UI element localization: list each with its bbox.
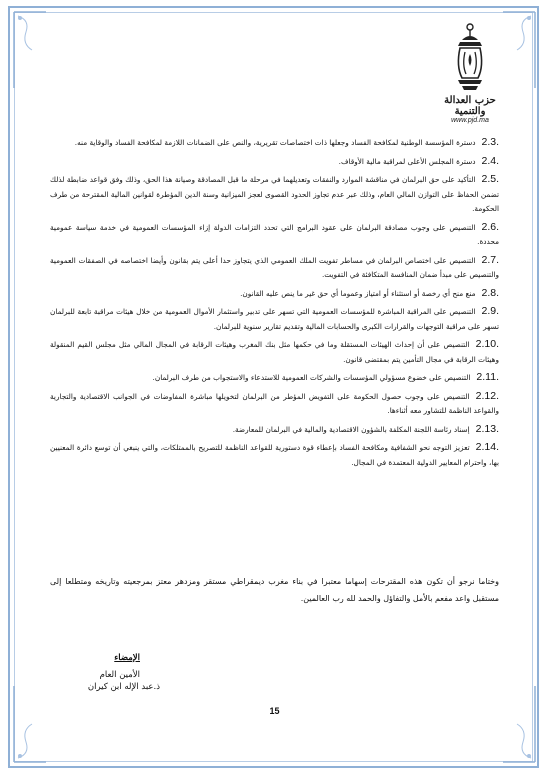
corner-ornament-icon bbox=[501, 684, 537, 764]
proposal-text: التنصيص على اختصاص البرلمان في مساطر تفويت الملك العمومي الذي يتجاوز حدا أعلى يتم بقانون وأيضا اختصاصه في الصفقات العمومية والتنصيص على مبدأ ضمان المنافسة المتكافئة في التفويت. bbox=[50, 255, 499, 279]
proposal-text: التأكيد على حق البرلمان في مناقشة الموارد والنفقات وتعديلهما في مرحلة ما قبل المصادقة وصيانة هذا الحق، وذلك وفق قواعد ضابطة لذلك تضمن الحفاظ على التوازن المالي العام، وذلك عبر عدم تجاوز الحدود القصوى لعجز الميزانية وسنة الدين المؤطرة لقوانين المالية المقترحة من طرف الحكومة. bbox=[50, 175, 499, 213]
signatory-name: ذ.عبد الإله ابن كيران bbox=[87, 682, 160, 692]
proposal-number: 2.9. bbox=[481, 305, 499, 317]
proposal-item bbox=[50, 172, 499, 217]
proposal-text: تعزيز التوجه نحو الشفافية ومكافحة الفساد بإعطاء قوة دستورية للقواعد الناظمة للتصريح بالممتلكات، والتي ينبغي أن توسع دائرة المعنيين بها، واحترام المعايير الدولية المعتمدة في المجال. bbox=[50, 443, 499, 467]
party-website: www.pjd.ma bbox=[451, 117, 489, 124]
proposal-item bbox=[50, 422, 499, 438]
corner-ornament-icon bbox=[12, 684, 48, 764]
proposal-item bbox=[50, 304, 499, 334]
signature-block bbox=[50, 650, 140, 684]
party-name: حزب العدالة والتنمية bbox=[444, 95, 496, 117]
party-logo bbox=[435, 22, 505, 130]
proposal-item bbox=[50, 440, 499, 470]
proposal-text: التنصيص على وجوب حصول الحكومة على التفويض المؤطر من البرلمان لتخويلها مباشرة المفاوضات في الجوانب الاقتصادية والتجارية والقواعد الناظمة للتشاور معه أثناءها. bbox=[50, 391, 499, 415]
proposal-item bbox=[50, 389, 499, 419]
proposal-item bbox=[50, 253, 499, 283]
proposal-number: 2.11. bbox=[476, 371, 499, 383]
proposal-text: التنصيص على وجوب مصادقة البرلمان على عقود البرامج التي تحدد التزامات الدولة إزاء المؤسسات العمومية في خدمة سياسة عمومية محددة. bbox=[50, 222, 499, 246]
page-number: 15 bbox=[269, 706, 280, 716]
proposal-item bbox=[50, 370, 499, 386]
proposal-number: 2.8. bbox=[481, 286, 499, 299]
proposal-text: دسترة المجلس الأعلى لمراقبة مالية الأوقاف. bbox=[338, 156, 476, 166]
proposal-item bbox=[50, 220, 499, 250]
lantern-icon bbox=[448, 22, 492, 94]
proposal-number: 2.5. bbox=[481, 173, 499, 185]
proposal-text: منع منح أي رخصة أو استثناء أو امتياز وعموما أي حق غير ما ينص عليه القانون. bbox=[240, 288, 476, 298]
signature-label: الإمضاء bbox=[114, 653, 140, 663]
proposal-number: 2.12. bbox=[475, 389, 499, 402]
proposal-item bbox=[50, 337, 499, 367]
proposal-text: إسناد رئاسة اللجنة المكلفة بالشؤون الاقتصادية والمالية في البرلمان للمعارضة. bbox=[232, 424, 470, 434]
corner-ornament-icon bbox=[501, 10, 537, 90]
proposal-item bbox=[50, 154, 499, 170]
signature-role: الأمين العام bbox=[99, 670, 140, 680]
proposal-number: 2.6. bbox=[481, 220, 499, 233]
proposal-number: 2.13. bbox=[475, 422, 499, 435]
proposal-text: التنصيص على خضوع مسؤولي المؤسسات والشركات العمومية للاستدعاء والاستجواب من طرف البرلمان. bbox=[152, 373, 471, 382]
corner-ornament-icon bbox=[12, 10, 48, 90]
proposal-number: 2.3. bbox=[481, 136, 499, 148]
proposal-number: 2.7. bbox=[481, 253, 499, 266]
proposals-list bbox=[50, 135, 499, 473]
proposal-number: 2.10. bbox=[475, 338, 499, 350]
proposal-number: 2.14. bbox=[475, 441, 499, 453]
proposal-number: 2.4. bbox=[481, 154, 499, 167]
closing-paragraph: وختاما نرجو أن تكون هذه المقترحات إسهاما معتبرا في بناء مغرب ديمقراطي مستقر ومزدهر معتز بمرجعيته وتاريخه ومتطلعا إلى مستقبل واعد مفعم بالأمل والتفاؤل والحمد لله رب العالمين. bbox=[50, 577, 499, 603]
proposal-item bbox=[50, 135, 499, 151]
proposal-text: التنصيص على أن إحداث الهيئات المستقلة وما في حكمها مثل بنك المغرب وهيئات الرقابة في المجال المالي مثل مجلس القيم المنقولة وهيئات الرقابة في مجال التأمين يتم بمقتضى قانون. bbox=[50, 340, 499, 364]
proposal-item bbox=[50, 286, 499, 302]
proposal-text: دسترة المؤسسة الوطنية لمكافحة الفساد وجعلها ذات اختصاصات تقريرية، والنص على الضمانات اللازمة لمكافحة الفساد والوقاية منه. bbox=[74, 138, 476, 147]
proposal-text: التنصيص على المراقبة المباشرة للمؤسسات العمومية التي تسهر على تدبير واستثمار الأموال العمومية من خلال هيئات مراقبة تابعة للبرلمان تسهر على مراقبة التوجهات والقرارات الكبرى والحسابات المالية وتقديم تقارير سنوية للبرلمان. bbox=[50, 307, 499, 331]
